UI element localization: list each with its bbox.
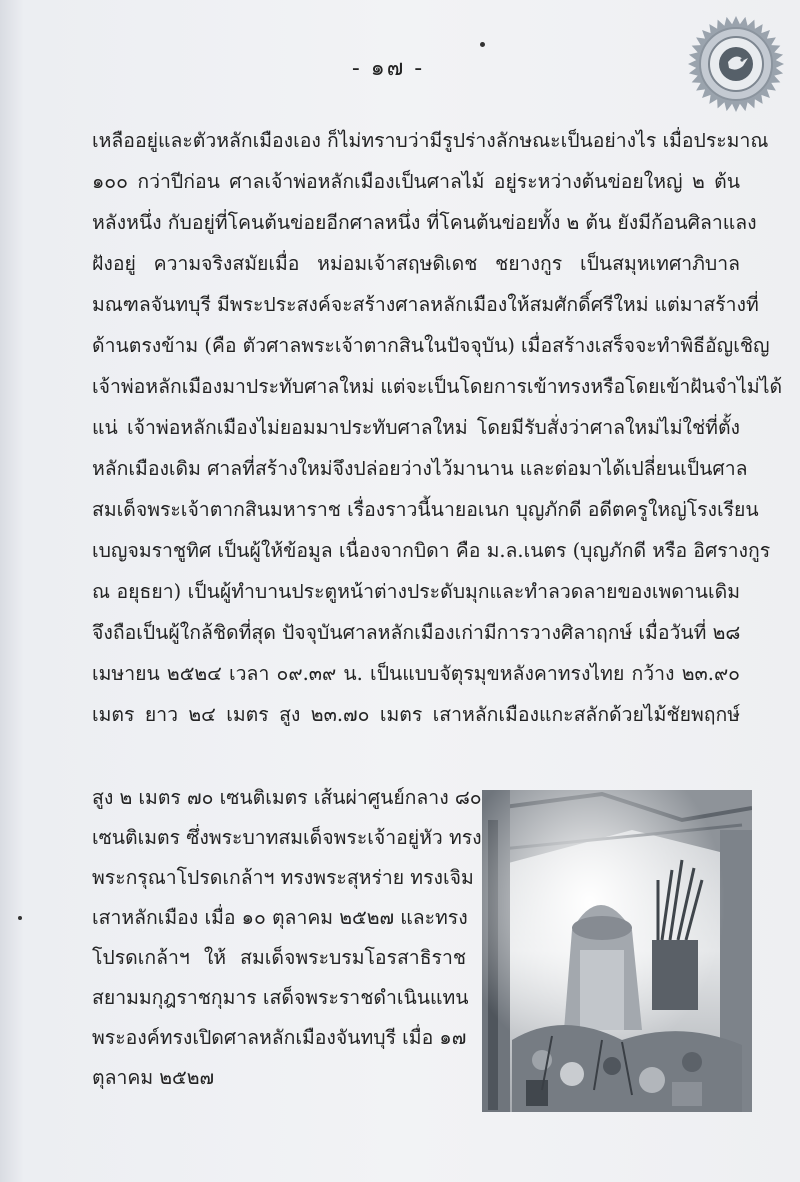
- body-line: เหลืออยู่และตัวหลักเมืองเอง ก็ไม่ทราบว่ามีรูปร่างลักษณะเป็นอย่างไร เมื่อประมาณ: [92, 129, 769, 152]
- body-line: เซนติเมตร ซึ่งพระบาทสมเด็จพระเจ้าอยู่หัว ทรง: [92, 826, 482, 849]
- body-line: เบญจมราชูทิศ เป็นผู้ให้ข้อมูล เนื่องจากบิดา คือ ม.ล.เนตร (บุญภักดี หรือ อิศรางกูร: [92, 539, 771, 562]
- emblem-seal-icon: [686, 14, 786, 114]
- city-pillar-shrine-photo: [482, 790, 752, 1112]
- body-line: ด้านตรงข้าม (คือ ตัวศาลพระเจ้าตากสินในปัจจุบัน) เมื่อสร้างเสร็จจะทำพิธีอัญเชิญ: [92, 334, 770, 357]
- body-line: มณฑลจันทบุรี มีพระประสงค์จะสร้างศาลหลักเมืองให้สมศักดิ์ศรีใหม่ แต่มาสร้างที่: [92, 293, 759, 316]
- ink-speck: [18, 916, 22, 920]
- body-line: หลังหนึ่ง กับอยู่ที่โคนต้นข่อยอีกศาลหนึ่ง ที่โคนต้นข่อยทั้ง ๒ ต้น ยังมีก้อนศิลาแลง: [92, 211, 757, 234]
- body-line: สยามมกุฎราชกุมาร เสด็จพระราชดำเนินแทน: [92, 986, 469, 1009]
- body-line: จึงถือเป็นผู้ใกล้ชิดที่สุด ปัจจุบันศาลหลักเมืองเก่ามีการวางศิลาฤกษ์ เมื่อวันที่ ๒๘: [92, 621, 741, 644]
- body-line: เมษายน ๒๕๒๔ เวลา ๐๙.๓๙ น. เป็นแบบจัตุรมุขหลังคาทรงไทย กว้าง ๒๓.๙๐: [92, 662, 740, 685]
- body-line: พระกรุณาโปรดเกล้าฯ ทรงพระสุหร่าย ทรงเจิม: [92, 866, 474, 889]
- ink-speck: [480, 42, 485, 47]
- body-line: สมเด็จพระเจ้าตากสินมหาราช เรื่องราวนี้นายอเนก บุญภักดี อดีตครูใหญ่โรงเรียน: [92, 498, 759, 521]
- body-line: ตุลาคม ๒๕๒๗: [92, 1066, 215, 1089]
- body-line: พระองค์ทรงเปิดศาลหลักเมืองจันทบุรี เมื่อ ๑๗: [92, 1026, 467, 1049]
- body-line: โปรดเกล้าฯ ให้ สมเด็จพระบรมโอรสาธิราช: [92, 946, 466, 969]
- body-line: เจ้าพ่อหลักเมืองมาประทับศาลใหม่ แต่จะเป็นโดยการเข้าทรงหรือโดยเข้าฝันจำไม่ได้: [92, 375, 783, 398]
- body-line: เสาหลักเมือง เมื่อ ๑๐ ตุลาคม ๒๕๒๗ และทรง: [92, 906, 468, 929]
- body-line: ฝังอยู่ ความจริงสมัยเมื่อ หม่อมเจ้าสฤษดิเดช ชยางกูร เป็นสมุหเทศาภิบาล: [92, 252, 740, 275]
- body-line: สูง ๒ เมตร ๗๐ เซนติเมตร เส้นผ่าศูนย์กลาง ๘๐: [92, 786, 482, 809]
- body-line: เมตร ยาว ๒๔ เมตร สูง ๒๓.๗๐ เมตร เสาหลักเมืองแกะสลักด้วยไม้ชัยพฤกษ์: [92, 703, 740, 726]
- page-number: - ๑๗ -: [351, 56, 425, 81]
- body-line: หลักเมืองเดิม ศาลที่สร้างใหม่จึงปล่อยว่างไว้มานาน และต่อมาได้เปลี่ยนเป็นศาล: [92, 457, 748, 480]
- body-line: ณ อยุธยา) เป็นผู้ทำบานประตูหน้าต่างประดับมุกและทำลวดลายของเพดานเดิม: [92, 580, 740, 603]
- body-line: ๑๐๐ กว่าปีก่อน ศาลเจ้าพ่อหลักเมืองเป็นศาลไม้ อยู่ระหว่างต้นข่อยใหญ่ ๒ ต้น: [92, 170, 740, 193]
- body-line: แน่ เจ้าพ่อหลักเมืองไม่ยอมมาประทับศาลใหม่ โดยมีรับสั่งว่าศาลใหม่ไม่ใช่ที่ตั้ง: [92, 416, 740, 439]
